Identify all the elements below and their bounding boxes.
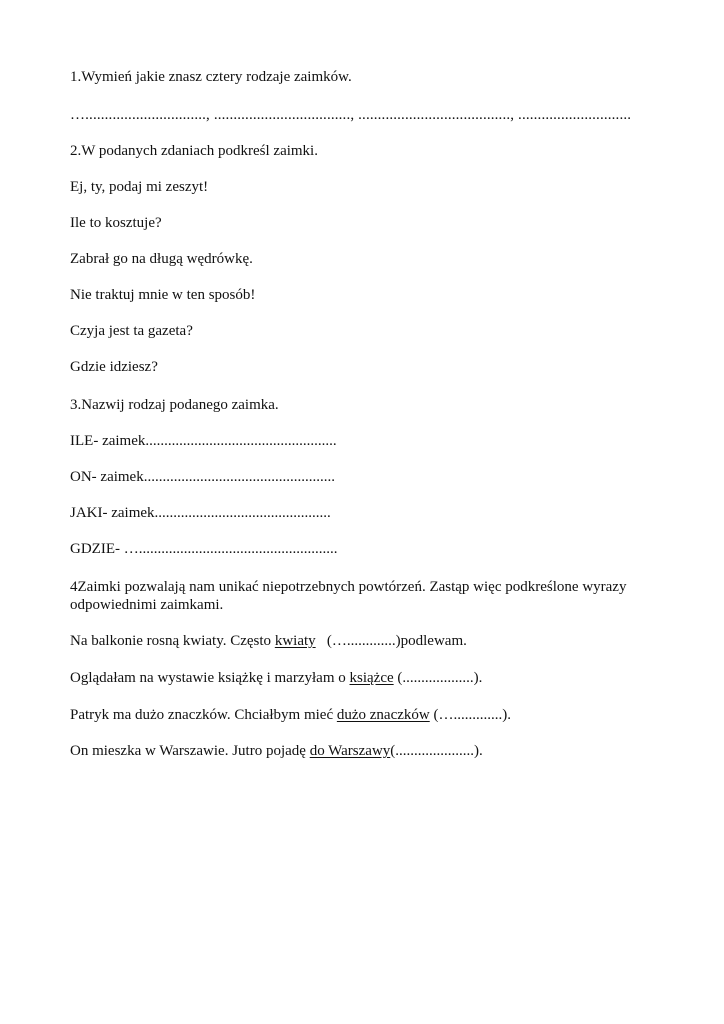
task4-item-blank: (….............). <box>429 707 511 723</box>
task4-item <box>70 742 483 760</box>
task3-item: JAKI- zaimek............................................... <box>70 505 331 521</box>
task2-heading: 2.W podanych zdaniach podkreśl zaimki. <box>70 143 318 159</box>
task4-item-text: On mieszka w Warszawie. Jutro pojadę <box>70 743 310 759</box>
task4-item-blank: (.....................). <box>390 743 483 759</box>
task4-item-text: Na balkonie rosną kwiaty. Często <box>70 633 275 649</box>
task2-sentence: Gdzie idziesz? <box>70 359 158 375</box>
task3-item: GDZIE- …..................................................... <box>70 541 338 557</box>
task1-heading: 1.Wymień jakie znasz cztery rodzaje zaimków. <box>70 69 352 85</box>
underlined-word: kwiaty <box>274 633 316 649</box>
task3-item: ILE- zaimek................................................... <box>70 433 337 449</box>
task4-item <box>70 632 467 650</box>
underlined-word: dużo znaczków <box>336 707 430 723</box>
task4-heading: 4Zaimki pozwalają nam unikać niepotrzebnych powtórzeń. Zastąp więc podkreślone wyrazy odpowiednimi zaimkami. <box>70 579 627 613</box>
task2-sentence: Ej, ty, podaj mi zeszyt! <box>70 179 209 195</box>
task4-item-text: Oglądałam na wystawie książkę i marzyłam o <box>70 670 350 686</box>
task3-heading: 3.Nazwij rodzaj podanego zaimka. <box>70 397 279 413</box>
underlined-word: książce <box>349 670 394 686</box>
task4-item <box>70 669 482 687</box>
task2-sentence: Nie traktuj mnie w ten sposób! <box>70 287 256 303</box>
task4-item-blank: (...................). <box>393 670 483 686</box>
task1-answer-blanks: …..............................., ..................................., ......................................., ............................. <box>70 107 632 123</box>
task4-item-text: Patryk ma dużo znaczków. Chciałbym mieć <box>70 707 337 723</box>
task2-sentence: Zabrał go na długą wędrówkę. <box>70 251 253 267</box>
task3-item: ON- zaimek................................................... <box>70 469 335 485</box>
task4-item <box>70 706 511 724</box>
underlined-word: do Warszawy <box>309 743 391 759</box>
task2-sentence: Ile to kosztuje? <box>70 215 162 231</box>
task2-sentence: Czyja jest ta gazeta? <box>70 323 193 339</box>
task4-item-blank: (….............)podlewam. <box>315 633 467 649</box>
